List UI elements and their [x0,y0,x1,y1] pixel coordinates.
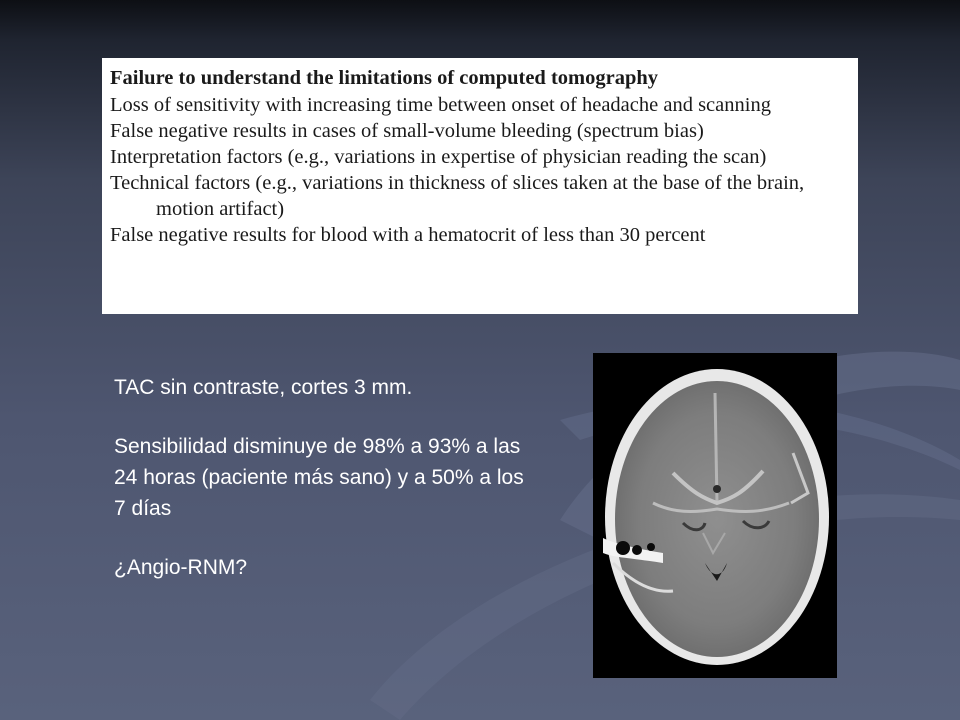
ct-limitations-table [102,58,858,314]
brain-ct-scan-image [593,353,837,678]
table-title: Failure to understand the limitations of computed tomography [110,67,659,89]
table-row: Loss of sensitivity with increasing time between onset of headache and scanning [110,94,771,116]
table-row: Interpretation factors (e.g., variations in expertise of physician reading the scan) [110,146,767,168]
note-ct-technique: TAC sin contraste, cortes 3 mm. [114,376,413,399]
note-sensitivity: Sensibilidad disminuye de 98% a 93% a las 24 horas (paciente más sano) y a 50% a los 7 días [114,435,524,520]
slide-notes [114,372,534,583]
table-row: False negative results in cases of small-volume bleeding (spectrum bias) [110,120,704,142]
note-angio-mri: ¿Angio-RNM? [114,556,248,579]
table-row: False negative results for blood with a hematocrit of less than 30 percent [110,224,706,246]
table-row: Technical factors (e.g., variations in thickness of slices taken at the base of the brain, motion artifact) [110,172,805,220]
